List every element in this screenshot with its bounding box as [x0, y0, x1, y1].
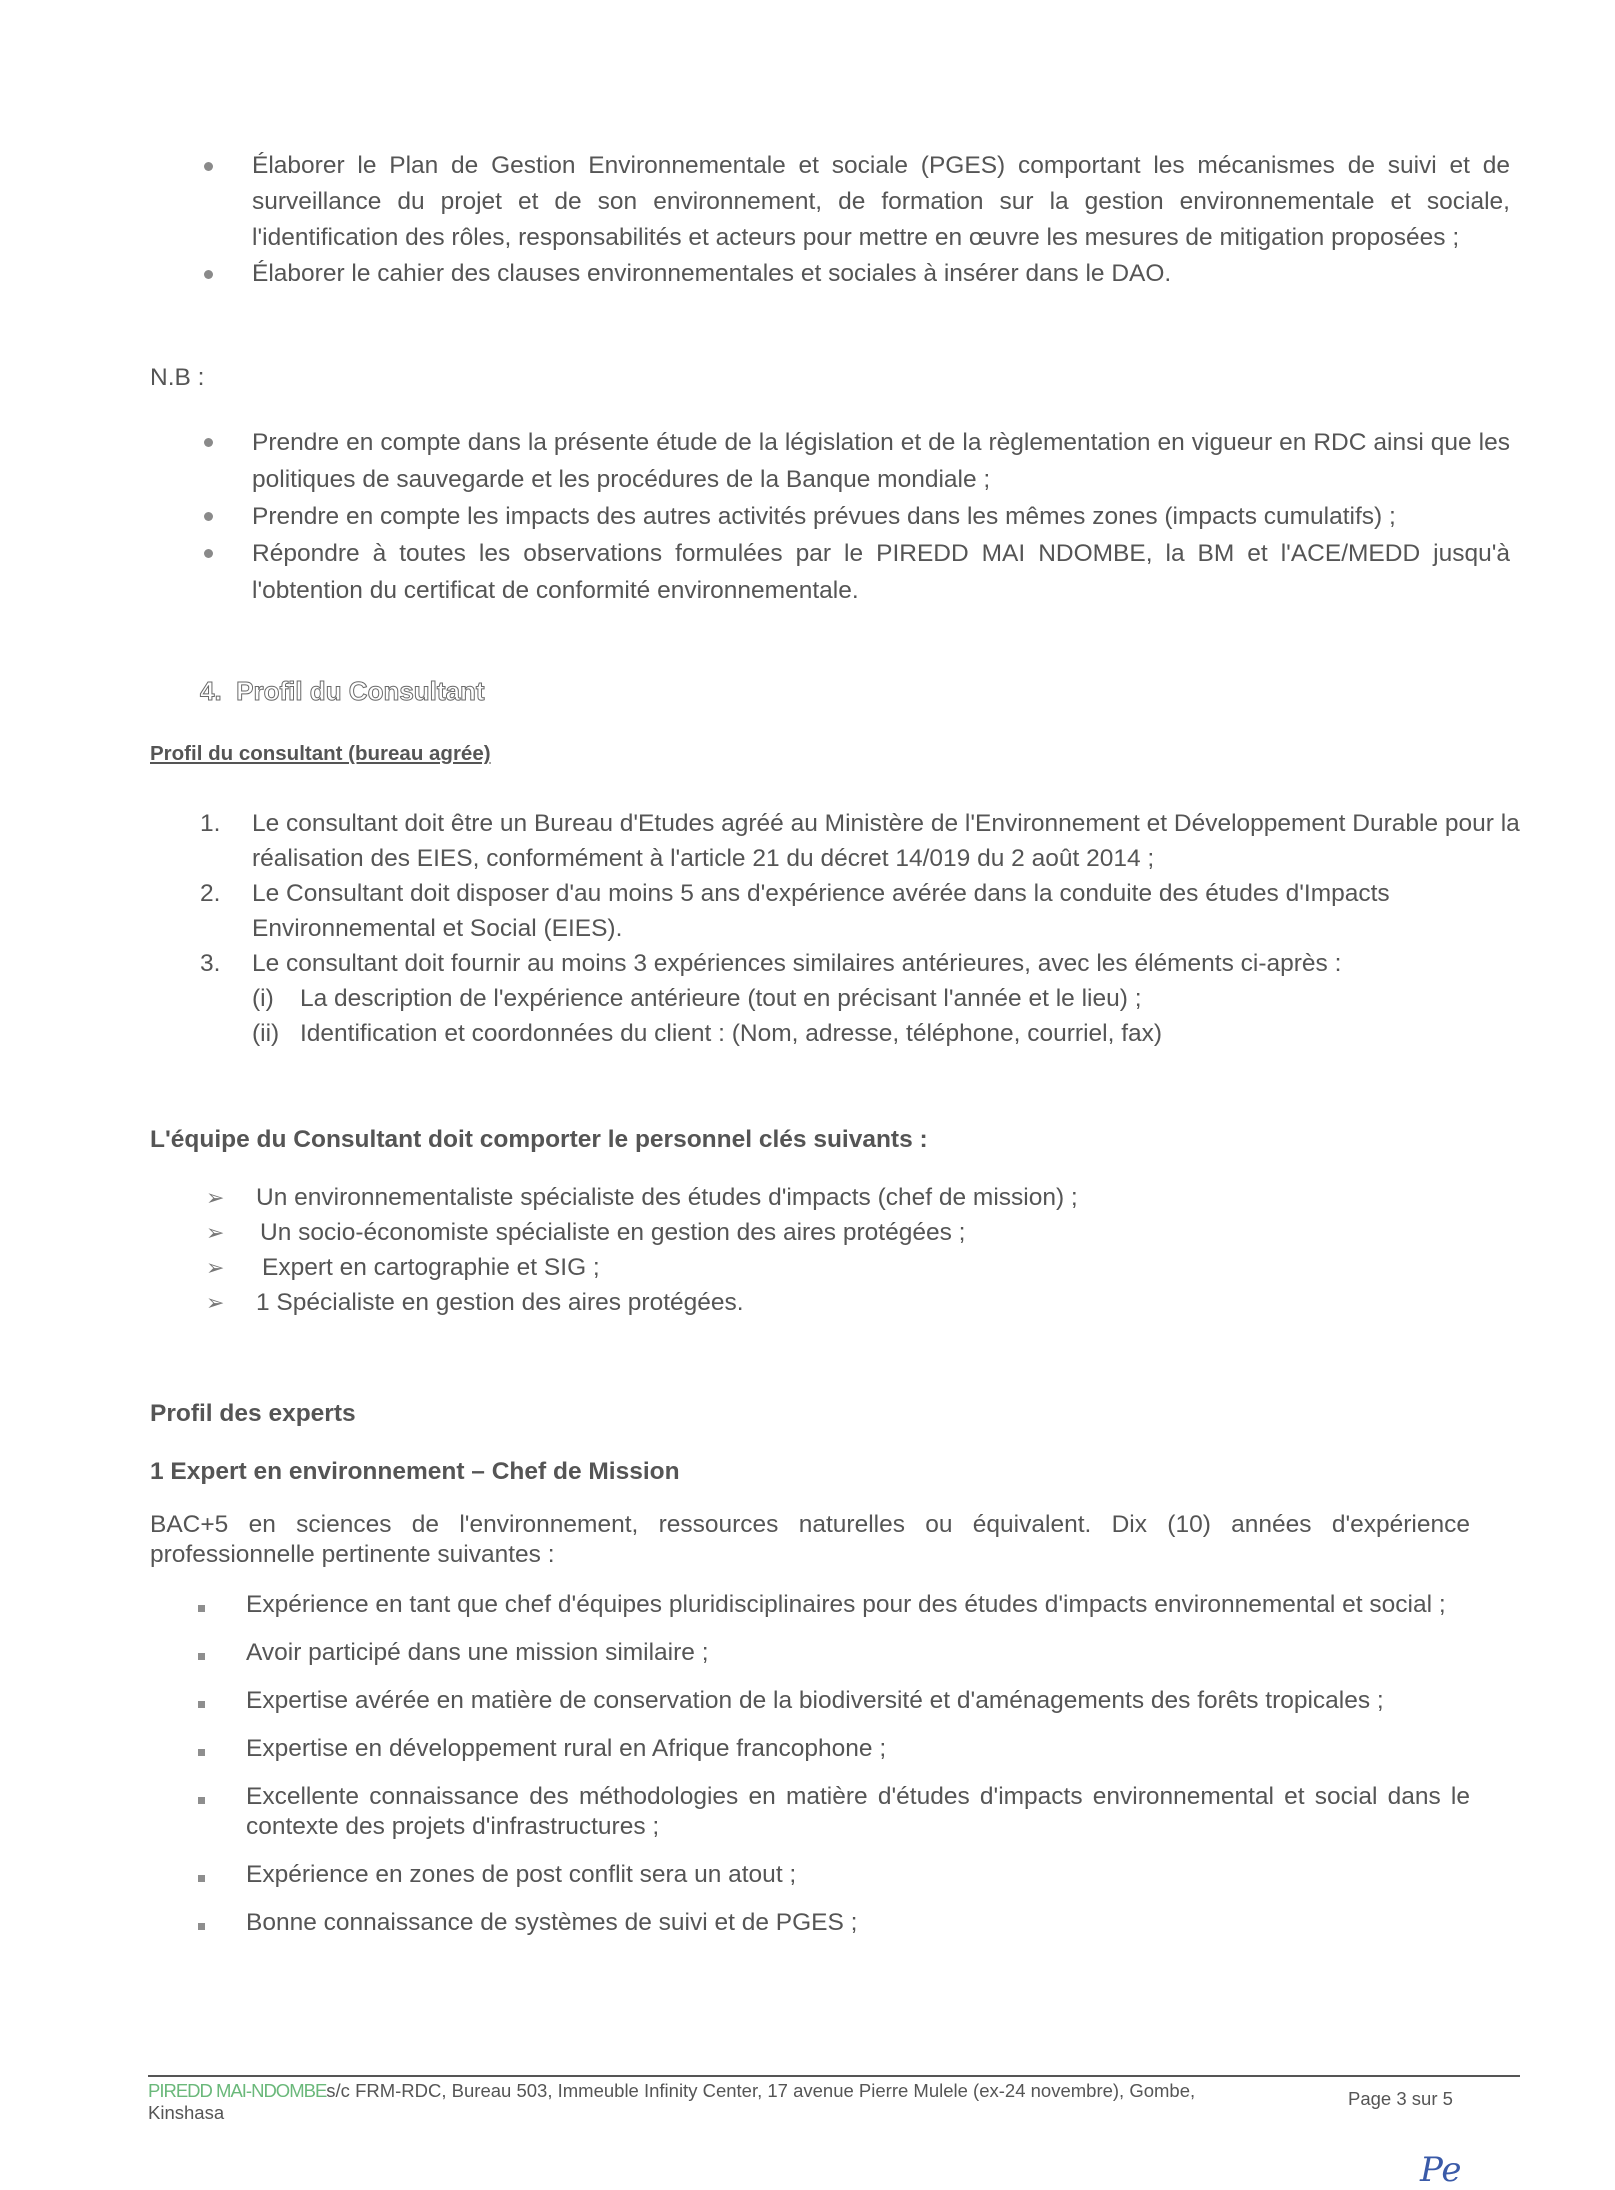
- footer-brand: PIREDD MAI-NDOMBE: [148, 2080, 327, 2101]
- expert1-requirements-list: [198, 1590, 1470, 1938]
- sub-list-item: (i) La description de l'expérience antérieure (tout en précisant l'année et le lieu) ;: [252, 985, 1142, 1012]
- list-item: ➢ Expert en cartographie et SIG ;: [206, 1250, 1512, 1285]
- arrow-bullet-icon: ➢: [206, 1185, 225, 1210]
- list-item: Élaborer le cahier des clauses environnementales et sociales à insérer dans le DAO.: [204, 256, 1510, 292]
- handwritten-signature: Pe: [1420, 2150, 1462, 2190]
- list-item: ➢ Un environnementaliste spécialiste des études d'impacts (chef de mission) ;: [206, 1180, 1512, 1215]
- sub-list-item: (ii) Identification et coordonnées du client : (Nom, adresse, téléphone, courriel, fax): [252, 1020, 1163, 1047]
- list-item: ➢ Un socio-économiste spécialiste en gestion des aires protégées ;: [206, 1215, 1512, 1250]
- team-member-list: [206, 1180, 1512, 1320]
- footer-address: PIREDD MAI-NDOMBEs/c FRM-RDC, Bureau 503, Immeuble Infinity Center, 17 avenue Pierre Mulele (ex-24 novembre), Gombe, Kinshasa: [148, 2080, 1196, 2123]
- bullet-icon: [204, 512, 213, 521]
- page-number: Page 3 sur 5: [1348, 2088, 1453, 2109]
- list-item: 2. Le Consultant doit disposer d'au moins 5 ans d'expérience avérée dans la conduite des études d'Impacts Environnemental et Social (EIES).: [200, 880, 1390, 942]
- list-item: Prendre en compte dans la présente étude de la législation et de la règlementation en vigueur en RDC ainsi que les politiques de sauvegarde et les procédures de la Banque mondiale ;: [204, 424, 1510, 498]
- square-bullet-icon: [198, 1605, 205, 1612]
- expert1-heading: 1 Expert en environnement – Chef de Mission: [150, 1458, 680, 1485]
- list-item: Bonne connaissance de systèmes de suivi et de PGES ;: [198, 1908, 1470, 1938]
- section-heading: 4. Profil du Consultant: [200, 676, 485, 706]
- square-bullet-icon: [198, 1797, 205, 1804]
- arrow-bullet-icon: ➢: [206, 1220, 225, 1245]
- list-item: Expérience en tant que chef d'équipes pluridisciplinaires pour des études d'impacts environnemental et social ;: [198, 1590, 1470, 1620]
- list-item: Expertise en développement rural en Afrique francophone ;: [198, 1734, 1470, 1764]
- list-item: Avoir participé dans une mission similaire ;: [198, 1638, 1470, 1668]
- list-item: ➢ 1 Spécialiste en gestion des aires protégées.: [206, 1285, 1512, 1320]
- list-item: Répondre à toutes les observations formulées par le PIREDD MAI NDOMBE, la BM et l'ACE/MEDD jusqu'à l'obtention du certificat de conformité environnementale.: [204, 535, 1510, 609]
- square-bullet-icon: [198, 1653, 205, 1660]
- square-bullet-icon: [198, 1749, 205, 1756]
- bullet-icon: [204, 438, 213, 447]
- bullet-icon: [204, 549, 213, 558]
- nb-bullet-list: [204, 424, 1510, 609]
- consultant-requirements-list: [200, 806, 1520, 1051]
- list-item: Expérience en zones de post conflit sera un atout ;: [198, 1860, 1470, 1890]
- intro-bullet-list: [204, 148, 1510, 292]
- bullet-icon: [204, 270, 213, 279]
- list-item: Élaborer le Plan de Gestion Environnementale et sociale (PGES) comportant les mécanismes de suivi et de surveillance du projet et de son environnement, de formation sur la gestion environnementale et sociale, l'identification des rôles, responsabilités et acteurs pour mettre en œuvre les mesures de mitigation proposées ;: [204, 148, 1510, 256]
- section-subtitle: Profil du consultant (bureau agrée): [150, 742, 491, 765]
- experts-heading: Profil des experts: [150, 1400, 356, 1427]
- expert1-intro: BAC+5 en sciences de l'environnement, ressources naturelles ou équivalent. Dix (10) années d'expérience professionnelle pertinente suivantes :: [150, 1511, 1470, 1568]
- bullet-icon: [204, 162, 213, 171]
- list-item: 1. Le consultant doit être un Bureau d'Etudes agréé au Ministère de l'Environnement et Développement Durable pour la réalisation des EIES, conformément à l'article 21 du décret 14/019 du 2 août 2014 ;: [200, 810, 1520, 872]
- list-item: 3. Le consultant doit fournir au moins 3 expériences similaires antérieures, avec les éléments ci-après :: [200, 950, 1342, 977]
- team-heading: L'équipe du Consultant doit comporter le personnel clés suivants :: [150, 1126, 928, 1153]
- square-bullet-icon: [198, 1923, 205, 1930]
- list-item: Expertise avérée en matière de conservation de la biodiversité et d'aménagements des forêts tropicales ;: [198, 1686, 1470, 1716]
- arrow-bullet-icon: ➢: [206, 1290, 225, 1315]
- nb-label: N.B :: [150, 364, 205, 391]
- square-bullet-icon: [198, 1875, 205, 1882]
- list-item: Prendre en compte les impacts des autres activités prévues dans les mêmes zones (impacts cumulatifs) ;: [204, 498, 1510, 535]
- footer-divider: [148, 2075, 1520, 2077]
- arrow-bullet-icon: ➢: [206, 1255, 225, 1280]
- list-item: Excellente connaissance des méthodologies en matière d'études d'impacts environnemental et social dans le contexte des projets d'infrastructures ;: [198, 1782, 1470, 1842]
- square-bullet-icon: [198, 1701, 205, 1708]
